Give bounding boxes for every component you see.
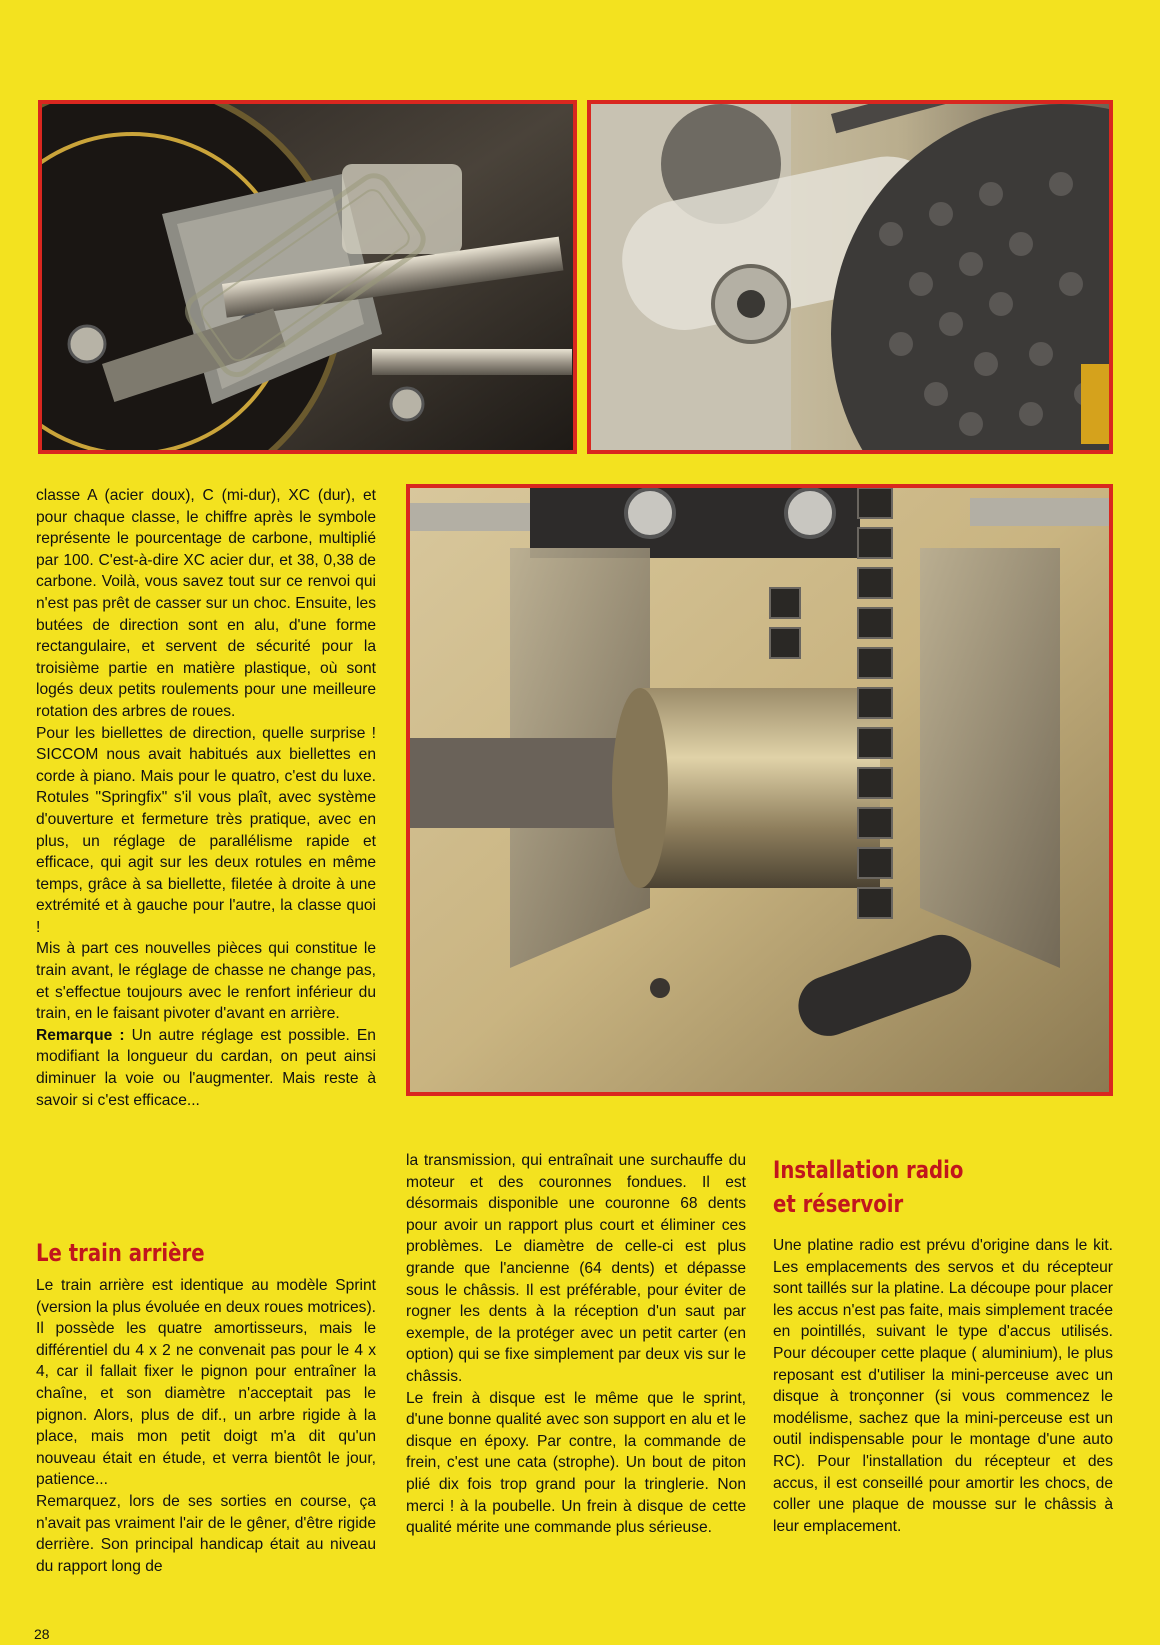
remark-label: Remarque : (36, 1026, 125, 1044)
heading-line: et réservoir (773, 1190, 904, 1218)
heading-line: Installation radio (773, 1156, 964, 1184)
remark-text: Un autre réglage est possible. En modifiant la longueur du cardan, on peut ainsi diminuer la voie ou l'augmenter. Mais reste à savoir si c'est efficace... (36, 1026, 376, 1109)
section-heading-radio (773, 1153, 963, 1221)
column-3-text (773, 1235, 1113, 1537)
column-1-text-continued (36, 1275, 376, 1577)
paragraph: Le frein à disque est le même que le sprint, d'une bonne qualité avec son support en alu et le disque en époxy. Par contre, la commande de frein, c'est une cata (strophe). Un bout de piton plié dix fois trop grand pour la tringlerie. Non merci ! à la poubelle. Un frein à disque de cette qualité mérite une commande plus sérieuse. (406, 1389, 746, 1537)
photo-front-axle (38, 100, 577, 454)
rear-axle-chain-illustration (410, 488, 1109, 1092)
paragraph: Le train arrière est identique au modèle Sprint (version la plus évoluée en deux roues motrices). Il possède les quatre amortisseurs, mais le différentiel du 4 x 2 ne convenait pas pour le 4 x 4, car il fallait fixer le pignon pour entraîner la chaîne, et son diamètre n'acceptait pas le pignon. Alors, plus de dif., un arbre rigide à la place, mais mon petit doigt m'a dit qu'un nouveau était en étude, et verra bientôt le jour, patience... (36, 1277, 376, 1489)
paragraph: Mis à part ces nouvelles pièces qui constitue le train avant, le réglage de chasse ne change pas, et s'effectue toujours avec le renfort inférieur du train, en le faisant pivoter d'avant en arrière. (36, 940, 376, 1023)
remark-paragraph (36, 1025, 376, 1111)
paragraph: Remarquez, lors de ses sorties en course, ça n'avait pas vraiment l'air de le gêner, d'être rigide derrière. Son principal handicap était au niveau du rapport long de (36, 1492, 376, 1575)
section-heading-rear-axle: Le train arrière (36, 1239, 205, 1267)
paragraph: Une platine radio est prévu d'origine dans le kit. Les emplacements des servos et du récepteur sont taillés sur la platine. La découpe pour placer les accus n'est pas faite, mais simplement tracée en pointillés, suivant le type d'accus utilisés. Pour découper cette plaque ( aluminium), le plus reposant est d'utiliser la mini-perceuse avec un disque à tronçonner (si vous commencez le modélisme, sachez que la mini-perceuse est un outil indispensable pour le montage d'une auto RC). Pour l'installation du récepteur et des accus, il est conseillé pour amortir les chocs, de coller une plaque de mousse sur le châssis à leur emplacement. (773, 1237, 1113, 1535)
column-2-text (406, 1150, 746, 1539)
paragraph: la transmission, qui entraînait une surchauffe du moteur et des couronnes fondues. Il est désormais disponible une couronne 68 dents pour avoir un rapport plus court et éliminer ces problèmes. Le diamètre de celle-ci est plus grande que l'ancienne (64 dents) et dépasse sous le châssis. Il est préférable, pour éviter de rogner les dents à la réception d'un saut par exemple, de la protéger avec un petit carter (en option) qui se fixe simplement par deux vis sur le châssis. (406, 1152, 746, 1385)
photo-rear-wheel-hub (587, 100, 1113, 454)
front-axle-illustration (42, 104, 573, 450)
photo-rear-axle-chain (406, 484, 1113, 1096)
column-1-text (36, 485, 376, 1111)
page-number: 28 (34, 1626, 50, 1642)
paragraph: classe A (acier doux), C (mi-dur), XC (dur), et pour chaque classe, le chiffre après le symbole représente le pourcentage de carbone, multiplié par 100. C'est-à-dire XC acier dur, et 38, 0,38 de carbone. Voilà, vous savez tout sur ce renvoi qui n'est pas prêt de casser sur un choc. Ensuite, les butées de direction sont en alu, d'une forme rectangulaire, et servent de sécurité pour la troisième partie en matière plastique, où sont logés deux petits roulements pour une meilleure rotation des arbres de roues. (36, 487, 376, 720)
paragraph: Pour les biellettes de direction, quelle surprise ! SICCOM nous avait habitués aux biellettes en corde à piano. Mais pour le quatro, c'est du luxe. Rotules "Springfix" s'il vous plaît, avec système d'ouverture et fermeture très pratique, avec en plus, un réglage de parallélisme rapide et efficace, qui agit sur les deux rotules en même temps, grâce à sa biellette, filetée à droite à une extrémité et à gauche pour l'autre, la classe quoi ! (36, 724, 376, 936)
rear-wheel-hub-illustration (591, 104, 1109, 450)
